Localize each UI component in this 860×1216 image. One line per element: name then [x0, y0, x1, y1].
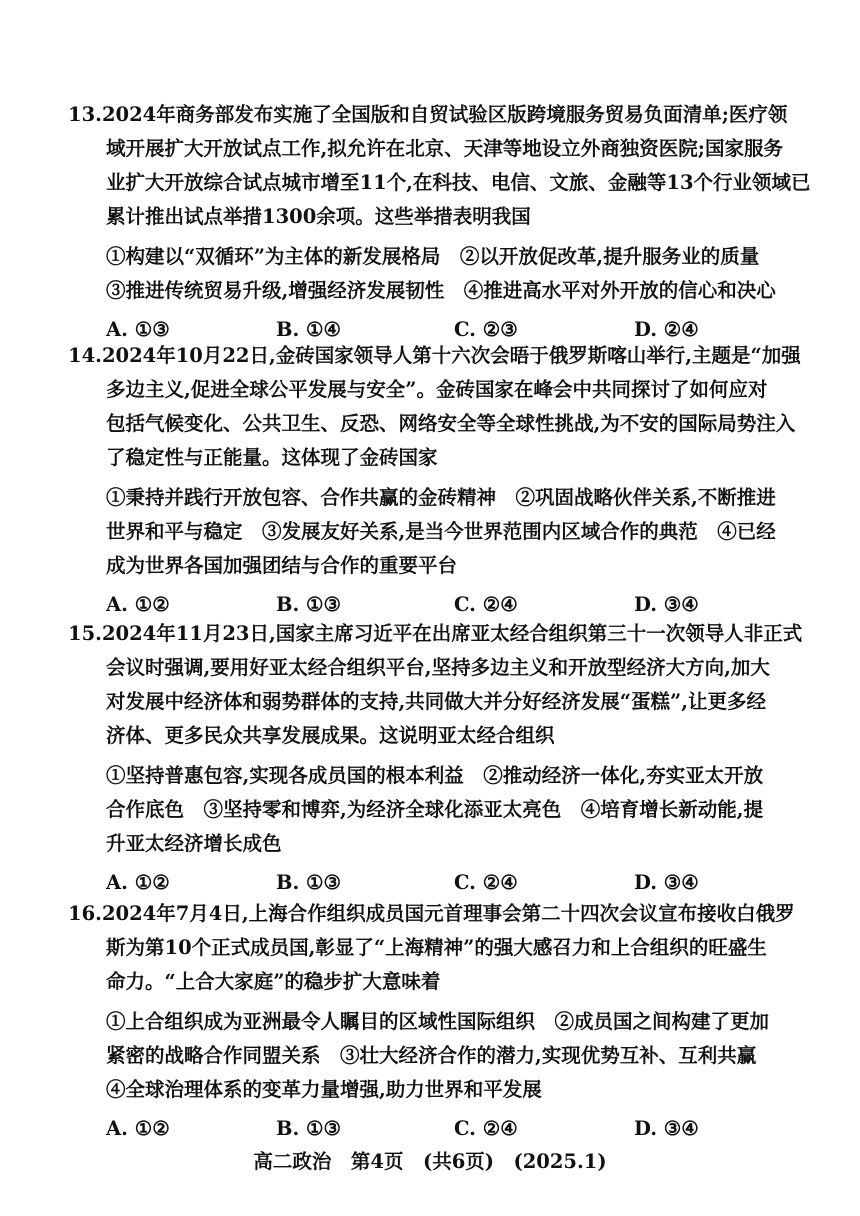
question-16 [68, 897, 798, 1146]
question-number: 14. [68, 344, 102, 367]
page-footer: 高二政治 第4页 (共6页) (2025.1) [253, 1150, 607, 1173]
question-stem-line: 域开展扩大开放试点工作,拟允许在北京、天津等地设立外商独资医院;国家服务 [106, 137, 783, 160]
option-c[interactable]: C. ②③ [454, 318, 518, 341]
question-stem-line: 济体、更多民众共享发展成果。这说明亚太经合组织 [106, 724, 555, 747]
statement-line: ①构建以“双循环”为主体的新发展格局 ②以开放促改革,提升服务业的质量 [106, 245, 760, 268]
question-stem-line: 累计推出试点举措1300余项。这些举措表明我国 [106, 205, 531, 228]
question-stem-line: 多边主义,促进全球公平发展与安全”。金砖国家在峰会中共同探讨了如何应对 [106, 378, 768, 401]
statement-line: ④全球治理体系的变革力量增强,助力世界和平发展 [106, 1078, 542, 1101]
statement-line: 成为世界各国加强团结与合作的重要平台 [106, 554, 458, 577]
statement-line: 世界和平与稳定 ③发展友好关系,是当今世界范围内区域合作的典范 ④已经 [106, 520, 776, 543]
option-b[interactable]: B. ①③ [276, 871, 342, 894]
statement-line: 紧密的战略合作同盟关系 ③壮大经济合作的潜力,实现优势互补、互利共赢 [106, 1044, 757, 1067]
option-a[interactable]: A. ①② [106, 593, 170, 616]
option-d[interactable]: D. ③④ [634, 593, 699, 616]
question-number: 16. [68, 902, 102, 925]
option-a[interactable]: A. ①② [106, 871, 170, 894]
question-14 [68, 339, 801, 622]
question-number: 13. [68, 103, 102, 126]
answer-options [106, 1112, 798, 1146]
option-b[interactable]: B. ①③ [276, 1117, 342, 1140]
answer-options [106, 866, 798, 900]
option-c[interactable]: C. ②④ [454, 593, 518, 616]
question-13 [68, 98, 811, 347]
statement-line: 合作底色 ③坚持零和博弈,为经济全球化添亚太亮色 ④培育增长新动能,提 [106, 798, 764, 821]
option-b[interactable]: B. ①③ [276, 593, 342, 616]
option-c[interactable]: C. ②④ [454, 871, 518, 894]
question-stem-line: 15.2024年11月23日,国家主席习近平在出席亚太经合组织第三十一次领导人非正式 [68, 622, 803, 645]
question-stem-line: 对发展中经济体和弱势群体的支持,共同做大并分好经济发展“蛋糕”,让更多经 [106, 690, 767, 713]
question-stem-line: 14.2024年10月22日,金砖国家领导人第十六次会晤于俄罗斯喀山举行,主题是“加强 [68, 344, 801, 367]
option-a[interactable]: A. ①③ [106, 318, 170, 341]
statement-line: ①坚持普惠包容,实现各成员国的根本利益 ②推动经济一体化,夯实亚太开放 [106, 764, 764, 787]
statement-line: ①上合组织成为亚洲最令人瞩目的区域性国际组织 ②成员国之间构建了更加 [106, 1010, 770, 1033]
question-stem-line: 16.2024年7月4日,上海合作组织成员国元首理事会第二十四次会议宣布接收白俄罗 [68, 902, 795, 925]
question-number: 15. [68, 622, 102, 645]
option-d[interactable]: D. ③④ [634, 871, 699, 894]
option-c[interactable]: C. ②④ [454, 1117, 518, 1140]
statement-line: ③推进传统贸易升级,增强经济发展韧性 ④推进高水平对外开放的信心和决心 [106, 279, 776, 302]
question-stem-line: 了稳定性与正能量。这体现了金砖国家 [106, 446, 438, 469]
question-stem-line: 业扩大开放综合试点城市增至11个,在科技、电信、文旅、金融等13个行业领域已 [106, 171, 811, 194]
option-d[interactable]: D. ②④ [634, 318, 699, 341]
question-stem-line: 包括气候变化、公共卫生、反恐、网络安全等全球性挑战,为不安的国际局势注入 [106, 412, 796, 435]
question-stem-line: 会议时强调,要用好亚太经合组织平台,坚持多边主义和开放型经济大方向,加大 [106, 656, 770, 679]
statement-line: 升亚太经济增长成色 [106, 832, 282, 855]
question-15 [68, 617, 803, 900]
question-stem-line: 13.2024年商务部发布实施了全国版和自贸试验区版跨境服务贸易负面清单;医疗领 [68, 103, 788, 126]
option-d[interactable]: D. ③④ [634, 1117, 699, 1140]
question-stem-line: 斯为第10个正式成员国,彰显了“上海精神”的强大感召力和上合组织的旺盛生 [106, 936, 767, 959]
option-a[interactable]: A. ①② [106, 1117, 170, 1140]
statement-line: ①秉持并践行开放包容、合作共赢的金砖精神 ②巩固战略伙伴关系,不断推进 [106, 486, 776, 509]
option-b[interactable]: B. ①④ [276, 318, 342, 341]
question-stem-line: 命力。“上合大家庭”的稳步扩大意味着 [106, 970, 441, 993]
